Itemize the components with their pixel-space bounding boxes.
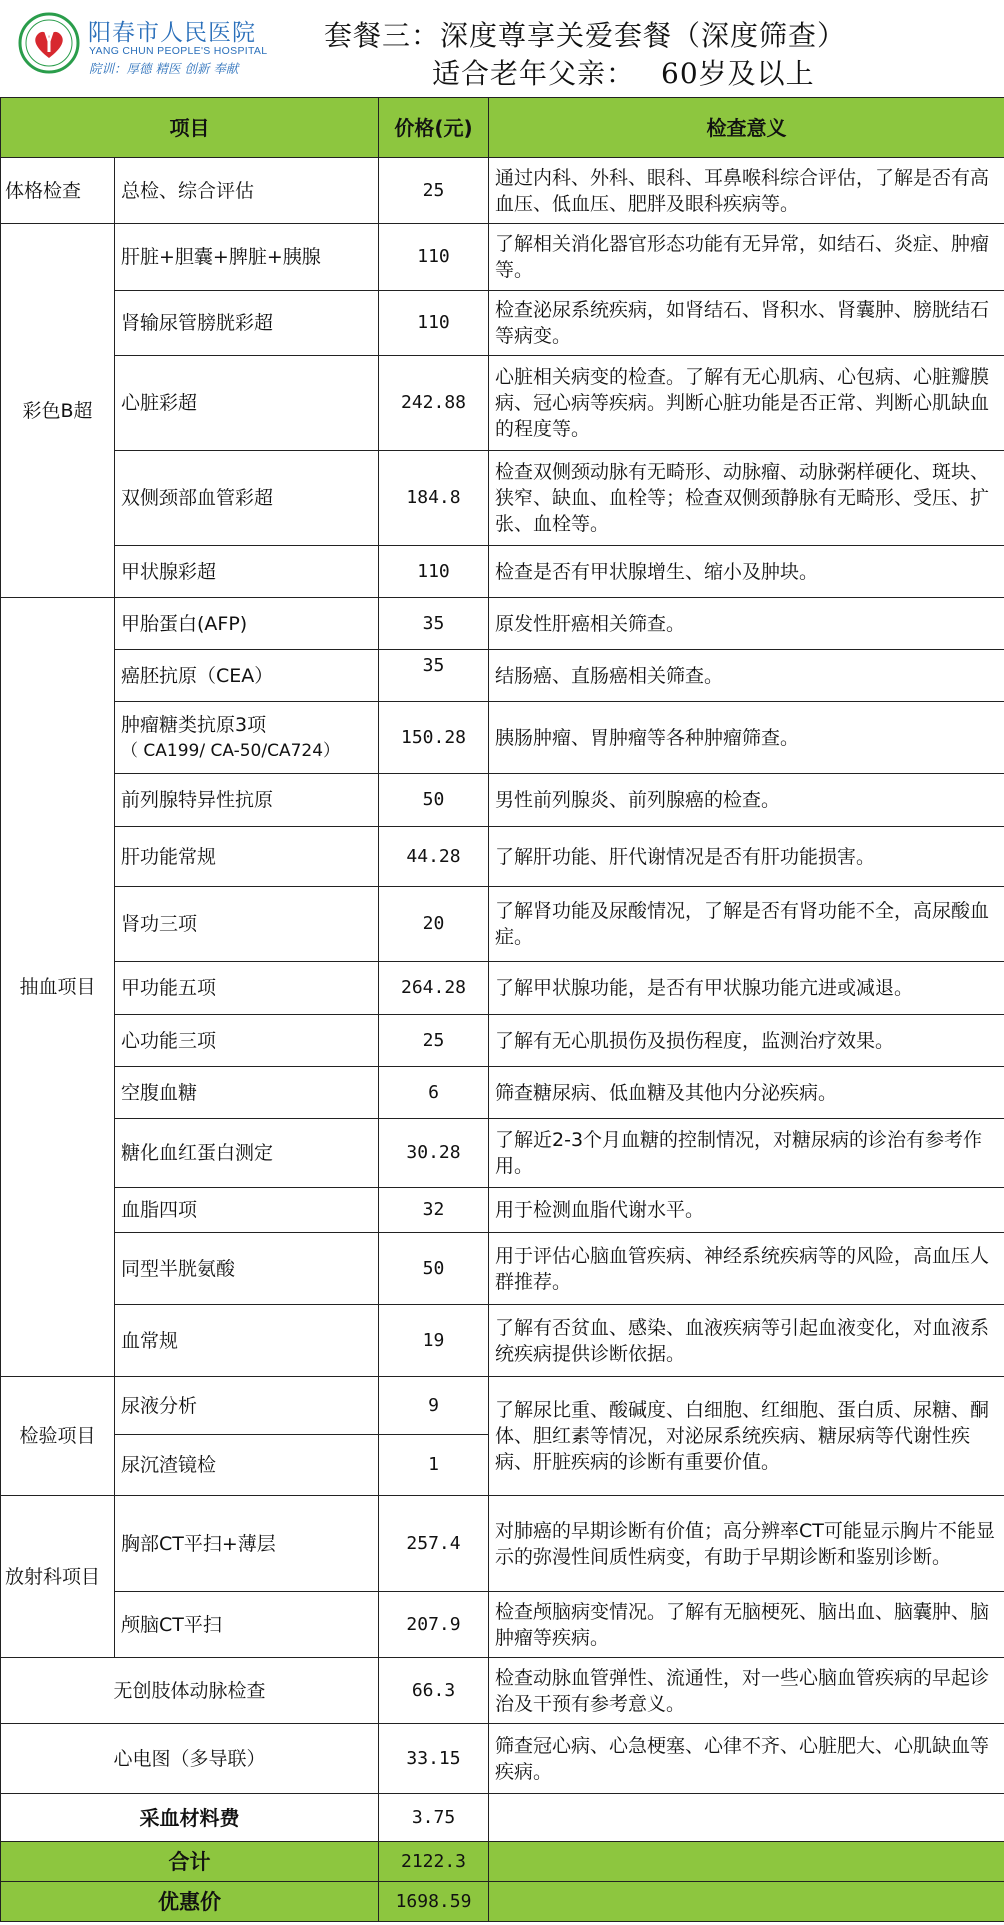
row-item: 肝脏+胆囊+脾脏+胰腺 [115,224,379,291]
table-row [1,650,1004,702]
row-meaning: 了解有无心肌损伤及损伤程度，监测治疗效果。 [489,1015,1004,1067]
table-row [1,1067,1004,1119]
table-row [1,546,1004,598]
table-row [1,291,1004,356]
hospital-name: 阳春市人民医院 [88,20,256,46]
table-header-row [1,98,1004,158]
row-item: 甲状腺彩超 [115,546,379,598]
row-meaning: 检查双侧颈动脉有无畸形、动脉瘤、动脉粥样硬化、斑块、狭窄、缺血、血栓等；检查双侧颈静脉有无畸形、受压、扩张、血栓等。 [489,451,1004,546]
fee-row [1,1794,1004,1842]
table-row [1,356,1004,451]
row-item: 同型半胱氨酸 [115,1233,379,1305]
total-meaning [489,1842,1004,1882]
row-price: 6 [379,1067,489,1119]
fee-label: 采血材料费 [1,1794,379,1842]
row-price: 32 [379,1188,489,1233]
category-physical: 体格检查 [1,158,115,224]
header-item: 项目 [1,98,379,158]
hospital-logo-icon [18,12,80,74]
row-item: 胸部CT平扫+薄层 [115,1496,379,1592]
row-meaning: 用于检测血脂代谢水平。 [489,1188,1004,1233]
table-row [1,1188,1004,1233]
row-price: 25 [379,158,489,224]
row-price: 50 [379,1233,489,1305]
row-item: 甲胎蛋白(AFP) [115,598,379,650]
row-item: 肾功三项 [115,887,379,962]
fee-price: 3.75 [379,1794,489,1842]
row-item: 颅脑CT平扫 [115,1592,379,1658]
row-price: 1 [379,1435,489,1496]
row-price [379,650,489,702]
header-price: 价格(元) [379,98,489,158]
page-header [0,0,1004,97]
row-meaning: 检查动脉血管弹性、流通性，对一些心脑血管疾病的早起诊治及干预有参考意义。 [489,1658,1004,1724]
row-meaning: 男性前列腺炎、前列腺癌的检查。 [489,774,1004,827]
table-row [1,1658,1004,1724]
table-row [1,1305,1004,1377]
row-price: 44.28 [379,827,489,887]
discount-label: 优惠价 [1,1882,379,1922]
row-price: 33.15 [379,1724,489,1794]
package-table [0,97,1004,1922]
row-price: 110 [379,546,489,598]
row-meaning: 结肠癌、直肠癌相关筛查。 [489,650,1004,702]
discount-price: 1698.59 [379,1882,489,1922]
table-row [1,598,1004,650]
row-price: 35 [379,598,489,650]
table-row [1,702,1004,774]
row-price: 242.88 [379,356,489,451]
row-price: 50 [379,774,489,827]
package-title: 套餐三：深度尊享关爱套餐（深度筛查） [324,19,847,52]
table-row [1,774,1004,827]
table-row [1,827,1004,887]
subtitle-age: 60岁及以上 [661,57,815,90]
table-row [1,158,1004,224]
table-row [1,962,1004,1015]
row-price: 264.28 [379,962,489,1015]
table-row [1,1119,1004,1188]
subtitle-prefix: 适合老年父亲： [432,57,636,90]
discount-row [1,1882,1004,1922]
category-ultrasound: 彩色B超 [1,224,115,598]
row-meaning: 原发性肝癌相关筛查。 [489,598,1004,650]
row-price: 207.9 [379,1592,489,1658]
row-item: 心电图（多导联） [1,1724,379,1794]
table-row [1,1377,1004,1435]
total-label: 合计 [1,1842,379,1882]
row-meaning: 胰肠肿瘤、胃肿瘤等各种肿瘤筛查。 [489,702,1004,774]
discount-meaning [489,1882,1004,1922]
table-row [1,1496,1004,1592]
row-item: 心功能三项 [115,1015,379,1067]
row-item: 尿液分析 [115,1377,379,1435]
table-row [1,887,1004,962]
fee-meaning [489,1794,1004,1842]
row-price: 257.4 [379,1496,489,1592]
table-row [1,1724,1004,1794]
row-meaning: 了解肝功能、肝代谢情况是否有肝功能损害。 [489,827,1004,887]
row-item: 双侧颈部血管彩超 [115,451,379,546]
row-price: 20 [379,887,489,962]
table-row [1,1233,1004,1305]
row-meaning: 检查泌尿系统疾病，如肾结石、肾积水、肾囊肿、膀胱结石等病变。 [489,291,1004,356]
table-row [1,1015,1004,1067]
row-meaning: 检查颅脑病变情况。了解有无脑梗死、脑出血、脑囊肿、脑肿瘤等疾病。 [489,1592,1004,1658]
row-item-line2: （ CA199/ CA-50/CA724） [121,740,341,761]
row-meaning: 了解尿比重、酸碱度、白细胞、红细胞、蛋白质、尿糖、酮体、胆红素等情况，对泌尿系统疾病、糖尿病等代谢性疾病、肝脏疾病的诊断有重要价值。 [489,1377,1004,1496]
category-blood: 抽血项目 [1,598,115,1377]
row-price: 110 [379,224,489,291]
row-item: 糖化血红蛋白测定 [115,1119,379,1188]
row-item: 癌胚抗原（CEA） [115,650,379,702]
row-price: 9 [379,1377,489,1435]
row-item: 心脏彩超 [115,356,379,451]
row-item: 尿沉渣镜检 [115,1435,379,1496]
row-price: 150.28 [379,702,489,774]
row-price: 184.8 [379,451,489,546]
total-row [1,1842,1004,1882]
hospital-motto: 院训：厚德 精医 创新 奉献 [89,61,239,76]
table-row [1,451,1004,546]
category-lab: 检验项目 [1,1377,115,1496]
row-item: 肝功能常规 [115,827,379,887]
table-row [1,1592,1004,1658]
row-item: 肾输尿管膀胱彩超 [115,291,379,356]
row-item: 空腹血糖 [115,1067,379,1119]
row-meaning: 心脏相关病变的检查。了解有无心肌病、心包病、心脏瓣膜病、冠心病等疾病。判断心脏功能是否正常、判断心肌缺血的程度等。 [489,356,1004,451]
row-item [115,702,379,774]
row-price: 19 [379,1305,489,1377]
header-meaning: 检查意义 [489,98,1004,158]
row-item: 前列腺特异性抗原 [115,774,379,827]
category-radiology: 放射科项目 [1,1496,115,1658]
row-item: 血常规 [115,1305,379,1377]
table-row [1,224,1004,291]
row-meaning: 了解肾功能及尿酸情况，了解是否有肾功能不全，高尿酸血症。 [489,887,1004,962]
row-meaning: 筛查糖尿病、低血糖及其他内分泌疾病。 [489,1067,1004,1119]
row-meaning: 了解近2-3个月血糖的控制情况，对糖尿病的诊治有参考作用。 [489,1119,1004,1188]
row-meaning: 筛查冠心病、心急梗塞、心律不齐、心脏肥大、心肌缺血等疾病。 [489,1724,1004,1794]
row-meaning: 对肺癌的早期诊断有价值；高分辨率CT可能显示胸片不能显示的弥漫性间质性病变，有助于早期诊断和鉴别诊断。 [489,1496,1004,1592]
row-item: 甲功能五项 [115,962,379,1015]
row-meaning: 通过内科、外科、眼科、耳鼻喉科综合评估，了解是否有高血压、低血压、肥胖及眼科疾病等。 [489,158,1004,224]
row-meaning: 了解有否贫血、感染、血液疾病等引起血液变化，对血液系统疾病提供诊断依据。 [489,1305,1004,1377]
package-subtitle [432,52,815,92]
row-price-text: 35 [422,654,445,676]
row-item-line1: 肿瘤糖类抗原3项 [121,713,267,736]
row-price: 25 [379,1015,489,1067]
hospital-name-en: YANG CHUN PEOPLE'S HOSPITAL [89,45,268,57]
row-meaning: 用于评估心脑血管疾病、神经系统疾病等的风险，高血压人群推荐。 [489,1233,1004,1305]
total-price: 2122.3 [379,1842,489,1882]
row-item: 总检、综合评估 [115,158,379,224]
row-price: 66.3 [379,1658,489,1724]
row-price: 30.28 [379,1119,489,1188]
row-price: 110 [379,291,489,356]
row-meaning: 检查是否有甲状腺增生、缩小及肿块。 [489,546,1004,598]
row-item: 无创肢体动脉检查 [1,1658,379,1724]
row-meaning: 了解相关消化器官形态功能有无异常，如结石、炎症、肿瘤等。 [489,224,1004,291]
row-item: 血脂四项 [115,1188,379,1233]
row-meaning: 了解甲状腺功能，是否有甲状腺功能亢进或减退。 [489,962,1004,1015]
